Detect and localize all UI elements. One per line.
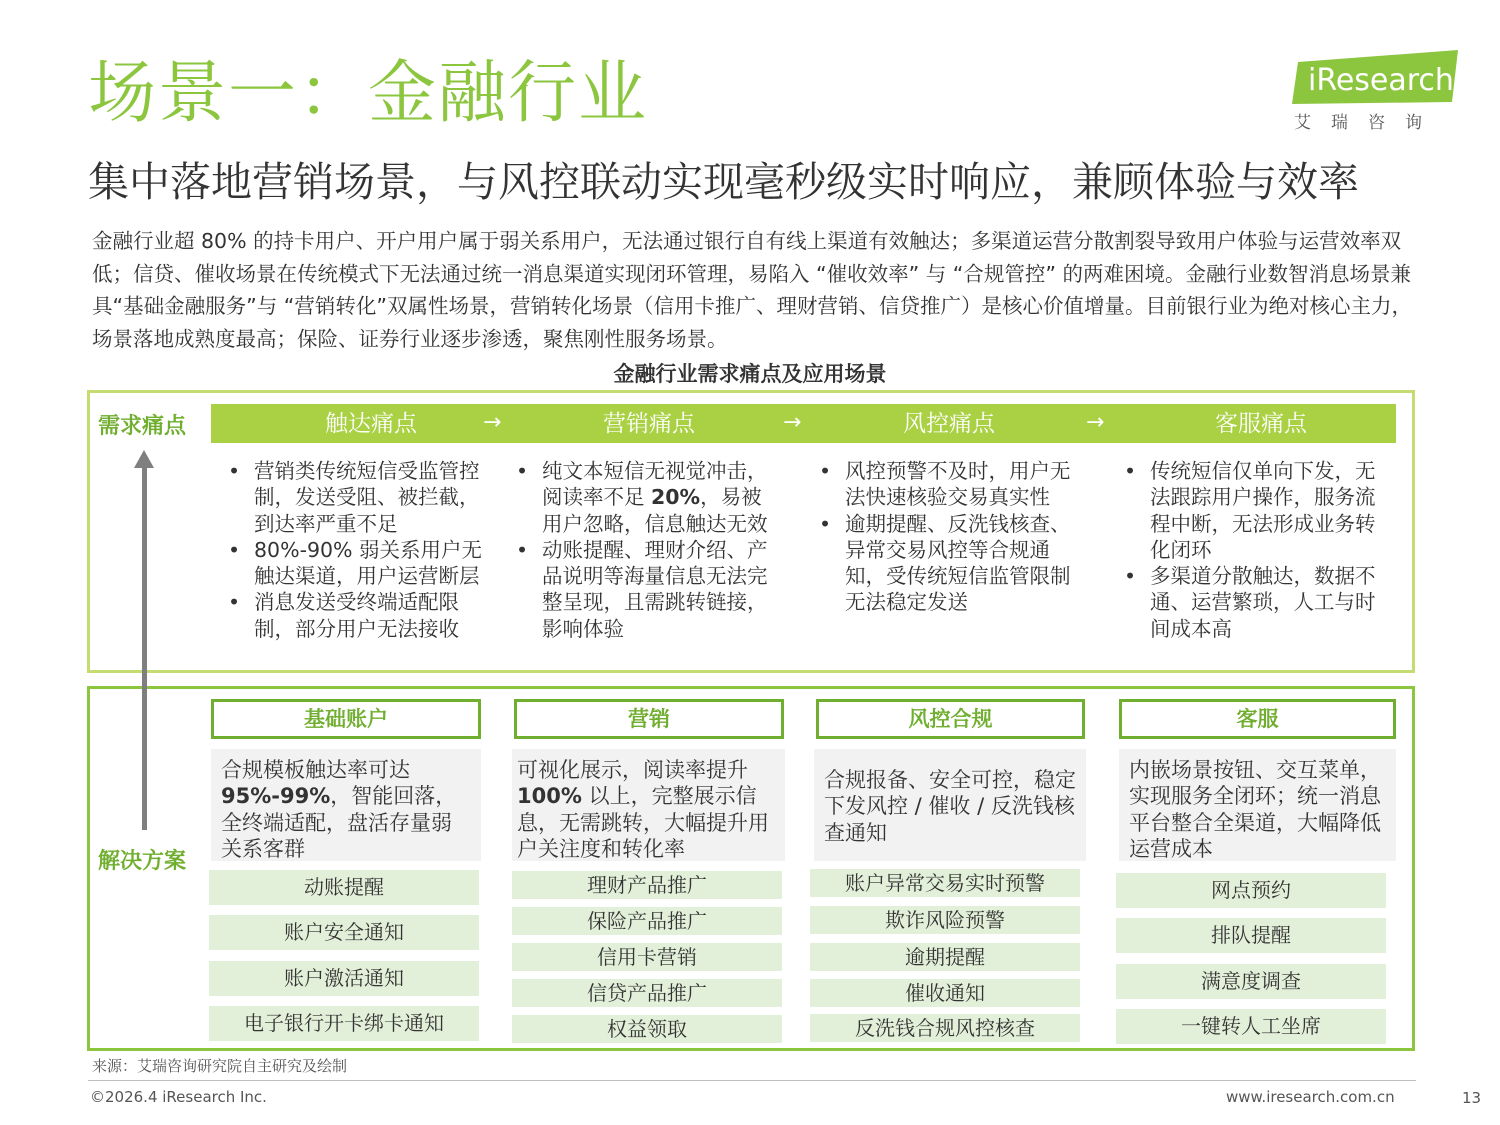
demand-label: 需求痛点 — [98, 414, 187, 439]
list-item: 催收通知 — [810, 979, 1080, 1007]
list-item: 电子银行开卡绑卡通知 — [209, 1006, 479, 1041]
list-item: 反洗钱合规风控核查 — [810, 1014, 1080, 1042]
pain-list-service — [1120, 458, 1385, 642]
list-item: 逾期提醒 — [810, 943, 1080, 971]
solution-desc-risk-compliance: 合规报备、安全可控，稳定下发风控 / 催收 / 反洗钱核查通知 — [814, 749, 1086, 861]
source-note: 来源：艾瑞咨询研究院自主研究及绘制 — [92, 1057, 348, 1075]
pain-header-bar — [211, 404, 1396, 443]
intro-paragraph: 金融行业超 80% 的持卡用户、开户用户属于弱关系用户，无法通过银行自有线上渠道有效触达；多渠道运营分散割裂导致用户体验与运营效率双低；信贷、催收场景在传统模式下无法通过统一消息渠道实现闭环管理，易陷入 “催收效率” 与 “合规管控” 的两难困境。金融行业数智消息场景兼具“基础金融服务”与 “营销转化”双属性场景，营销转化场景（信用卡推广、理财营销、信贷推广）是核心价值增量。目前银行业为绝对核心主力，场景落地成熟度最高；保险、证券行业逐步渗透，聚焦刚性服务场景。 — [92, 229, 1412, 351]
list-item: 信用卡营销 — [512, 943, 782, 971]
list-item: 保险产品推广 — [512, 907, 782, 935]
list-item: 满意度调查 — [1116, 964, 1386, 999]
solution-desc-basic-account: 合规模板触达率可达95%-99%，智能回落，全终端适配，盘活存量弱关系客群 — [211, 749, 481, 861]
solution-header-customer-service: 客服 — [1119, 699, 1396, 739]
website-link[interactable]: www.iresearch.com.cn — [1226, 1088, 1395, 1106]
pain-header-marketing: 营销痛点 — [603, 411, 695, 437]
pain-header-service: 客服痛点 — [1215, 411, 1307, 437]
arrow-right-icon: → — [483, 410, 502, 435]
arrow-right-icon: → — [1086, 410, 1105, 435]
list-item: 权益领取 — [512, 1015, 782, 1043]
logo-brand-text: iResearch — [1308, 63, 1454, 98]
footer-divider — [88, 1080, 1416, 1081]
list-item: 理财产品推广 — [512, 871, 782, 899]
list-item: • 80%-90% 弱关系用户无触达渠道，用户运营断层 — [224, 537, 489, 590]
list-item: 网点预约 — [1116, 873, 1386, 908]
pain-list-reach — [224, 458, 489, 642]
solution-desc-marketing: 可视化展示，阅读率提升100% 以上，完整展示信息，无需跳转，大幅提升用户关注度和转化率 — [512, 749, 785, 861]
pain-header-risk: 风控痛点 — [903, 411, 995, 437]
list-item: • 风控预警不及时，用户无法快速核验交易真实性 — [815, 458, 1080, 511]
solution-header-marketing: 营销 — [514, 699, 784, 739]
list-item: 欺诈风险预警 — [810, 906, 1080, 934]
list-item: 账户激活通知 — [209, 961, 479, 996]
upward-arrow-icon — [134, 450, 154, 468]
list-item: • 纯文本短信无视觉冲击，阅读率不足 20%，易被用户忽略，信息触达无效 — [512, 458, 777, 537]
page-subtitle: 集中落地营销场景，与风控联动实现毫秒级实时响应，兼顾体验与效率 — [88, 158, 1359, 206]
list-item: • 多渠道分散触达，数据不通、运营繁琐，人工与时间成本高 — [1120, 563, 1385, 642]
pain-header-reach: 触达痛点 — [325, 411, 417, 437]
list-item: 动账提醒 — [209, 870, 479, 905]
solution-header-basic-account: 基础账户 — [211, 699, 481, 739]
list-item: 账户异常交易实时预警 — [810, 869, 1080, 897]
list-item: 一键转人工坐席 — [1116, 1009, 1386, 1044]
iresearch-logo — [1290, 50, 1458, 132]
list-item: 信贷产品推广 — [512, 979, 782, 1007]
solution-header-risk-compliance: 风控合规 — [816, 699, 1085, 739]
pain-list-risk — [815, 458, 1080, 616]
list-item: • 动账提醒、理财介绍、产品说明等海量信息无法完整呈现，且需跳转链接，影响体验 — [512, 537, 777, 642]
list-item: • 逾期提醒、反洗钱核查、异常交易风控等合规通知，受传统短信监管限制无法稳定发送 — [815, 511, 1080, 616]
copyright: ©2026.4 iResearch Inc. — [90, 1088, 267, 1106]
list-item: 账户安全通知 — [209, 915, 479, 950]
solution-label: 解决方案 — [98, 849, 187, 874]
list-item: 排队提醒 — [1116, 918, 1386, 953]
diagram-title: 金融行业需求痛点及应用场景 — [613, 362, 887, 386]
logo-cn-text: 艾瑞咨询 — [1294, 113, 1442, 133]
page-title: 场景一：金融行业 — [88, 54, 649, 133]
list-item: • 营销类传统短信受监管控制，发送受阻、被拦截，到达率严重不足 — [224, 458, 489, 537]
upward-arrow-shaft — [142, 462, 147, 830]
arrow-right-icon: → — [783, 410, 802, 435]
pain-list-marketing — [512, 458, 777, 642]
logo-badge — [1290, 50, 1458, 106]
solution-desc-customer-service: 内嵌场景按钮、交互菜单，实现服务全闭环；统一消息平台整合全渠道，大幅降低运营成本 — [1119, 749, 1396, 861]
list-item: • 消息发送受终端适配限制，部分用户无法接收 — [224, 589, 489, 642]
page-number: 13 — [1462, 1089, 1482, 1107]
list-item: • 传统短信仅单向下发，无法跟踪用户操作，服务流程中断，无法形成业务转化闭环 — [1120, 458, 1385, 563]
